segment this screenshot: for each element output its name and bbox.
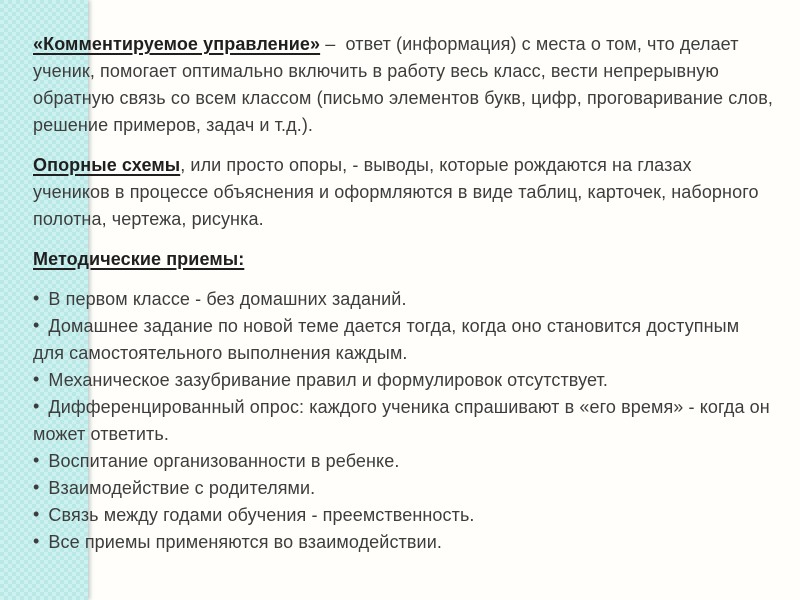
bullet-marker: • <box>33 531 40 551</box>
bullet-marker: • <box>33 504 40 524</box>
bullet-item <box>33 394 773 448</box>
bullet-item <box>33 313 773 367</box>
paragraph-commented-management-text: ответ (информация) с места о том, что делает ученик, помогает оптимально включить в работу весь класс, вести непрерывную обратную связь со всем классом (письмо элементов букв, цифр, проговаривание слов, решение примеров, задач и т.д.). <box>33 34 779 135</box>
bullet-item <box>33 367 773 394</box>
bullet-item <box>33 475 773 502</box>
bullet-text: Взаимодействие с родителями. <box>48 478 316 498</box>
bullet-item <box>33 448 773 475</box>
slide-text-block <box>33 31 779 556</box>
list-heading-wrap <box>33 246 773 273</box>
bullet-marker: • <box>33 288 40 308</box>
term-commented-management: «Комментируемое управление» <box>33 34 321 54</box>
bullet-text: Связь между годами обучения - преемственность. <box>48 505 475 525</box>
bullet-text: В первом классе - без домашних заданий. <box>48 289 407 309</box>
bullet-text: Механическое зазубривание правил и формулировок отсутствует. <box>48 370 608 390</box>
bullet-text: Домашнее задание по новой теме дается тогда, когда оно становится доступным для самостоятельного выполнения каждым. <box>33 316 745 363</box>
bullet-marker: • <box>33 396 40 416</box>
bullet-item <box>33 286 773 313</box>
bullet-marker: • <box>33 369 40 389</box>
bullet-item <box>33 529 773 556</box>
bullet-text: Дифференцированный опрос: каждого ученика спрашивают в «его время» - когда он может ответить. <box>33 397 775 444</box>
term-separator: – <box>320 34 346 54</box>
paragraph-support-schemes-text: , или просто опоры, - выводы, которые рождаются на глазах учеников в процессе объяснения и оформляются в виде таблиц, карточек, наборного полотна, чертежа, рисунка. <box>33 155 764 229</box>
bullet-text: Воспитание организованности в ребенке. <box>48 451 400 471</box>
bullet-marker: • <box>33 477 40 497</box>
bullet-marker: • <box>33 315 40 335</box>
bullet-item <box>33 502 773 529</box>
term-support-schemes: Опорные схемы <box>33 155 181 175</box>
list-heading: Методические приемы: <box>33 249 245 269</box>
paragraph-commented-management <box>33 31 779 139</box>
bullet-marker: • <box>33 450 40 470</box>
bullet-text: Все приемы применяются во взаимодействии. <box>48 532 442 552</box>
paragraph-support-schemes <box>33 152 773 233</box>
